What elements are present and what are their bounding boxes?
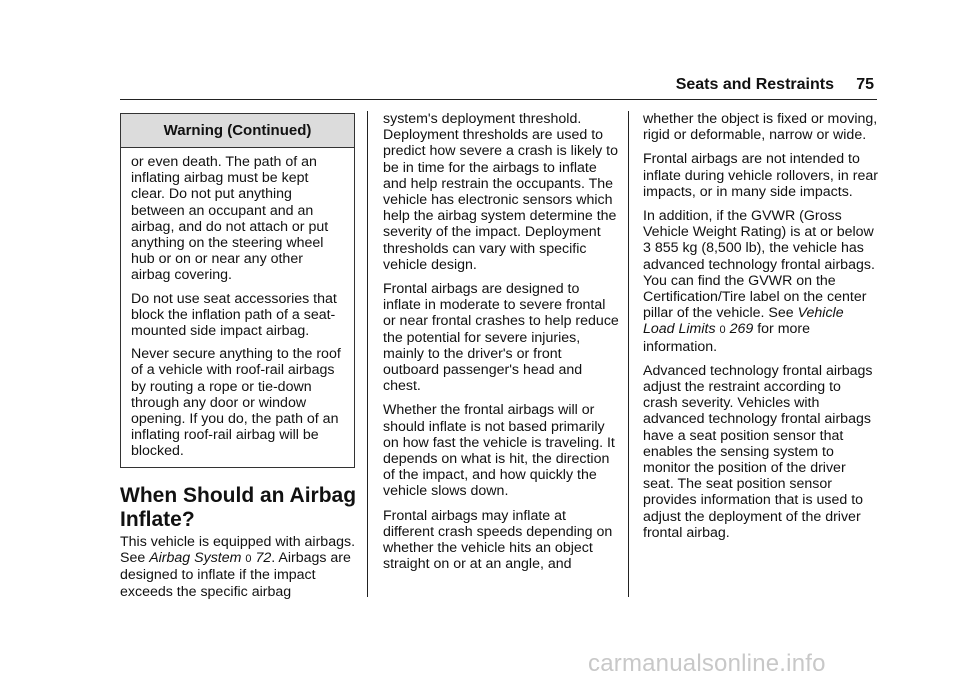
column-divider <box>628 111 629 597</box>
column-divider <box>367 111 368 597</box>
page-header <box>622 76 874 94</box>
section-heading: When Should an Airbag Inflate? <box>120 484 357 531</box>
text-run: In addition, if the GVWR (Gross Vehicle Weight Rating) is at or below 3 855 kg (8,500 lb), the vehicle has advanced technology frontal airbags. You can find the GVWR on the Certification/Tire label on the center pillar of the vehicle. See <box>643 208 875 322</box>
cross-reference-vehicle-load-limits[interactable]: Vehicle Load Limits <box>643 305 844 338</box>
warning-paragraph: Never secure anything to the roof of a vehicle with roof-rail airbags by routing a rope or tie-down through any door or window opening. If you do, the path of an inflating roof-rail airbag will be blocked. <box>131 346 341 460</box>
warning-paragraph: Do not use seat accessories that block the inflation path of a seat-mounted side impact airbag. <box>131 290 337 340</box>
warning-body <box>121 148 354 460</box>
watermark: carmanualsonline.info <box>588 650 826 677</box>
paragraph: Advanced technology frontal airbags adjust the restraint according to crash severity. Vehicles with advanced technology frontal airbags have a seat position sensor that enables the sensing system to monitor the position of the driver seat. The seat position sensor provides information that is used to adjust the deployment of the driver frontal airbag. <box>643 362 873 541</box>
header-rule <box>120 99 877 100</box>
paragraph: Frontal airbags are designed to inflate in moderate to severe frontal or near frontal crashes to help reduce the potential for severe injuries, mainly to the driver's or front outboard passenger's head and chest. <box>383 281 619 395</box>
page-ref-number[interactable]: 269 <box>729 321 754 338</box>
column-2 <box>383 111 619 580</box>
paragraph <box>643 208 879 355</box>
text-run: . Airbags are designed to inflate if the impact exceeds the specific airbag <box>120 550 351 600</box>
paragraph: Frontal airbags are not intended to inflate during vehicle rollovers, in rear impacts, or in many side impacts. <box>643 151 878 200</box>
paragraph: system's deployment threshold. Deployment thresholds are used to predict how severe a crash is likely to be in time for the airbags to inflate and help restrain the occupants. The vehicle has electronic sensors which help the airbag system determine the severity of the impact. Deployment thresholds can vary with specific vehicle design. <box>383 111 618 273</box>
column-3 <box>643 111 879 549</box>
page-ref-icon: 0 <box>245 553 252 566</box>
cross-reference-airbag-system[interactable]: Airbag System <box>149 550 242 567</box>
text-run: for more information. <box>643 321 811 355</box>
text-run: This vehicle is equipped with airbags. See <box>120 534 356 567</box>
paragraph: Frontal airbags may inflate at different crash speeds depending on whether the vehicle hits an object straight on or at an angle, and <box>383 507 613 573</box>
paragraph: whether the object is fixed or moving, rigid or deformable, narrow or wide. <box>643 111 878 144</box>
page-ref-number[interactable]: 72 <box>255 550 272 567</box>
column-1-text <box>120 534 356 600</box>
page-ref-icon: 0 <box>719 324 726 337</box>
page-number: 75 <box>856 76 874 93</box>
warning-paragraph: or even death. The path of an inflating airbag must be kept clear. Do not put anything between an occupant and an airbag, and do not attach or put anything on the steering wheel hub or on or near any other airbag covering. <box>131 154 329 284</box>
warning-title: Warning (Continued) <box>121 114 354 148</box>
paragraph: Whether the frontal airbags will or should inflate is not based primarily on how fast the vehicle is traveling. It depends on what is hit, the direction of the impact, and how quickly the vehicle slows down. <box>383 402 615 500</box>
paragraph <box>120 534 356 600</box>
section-title: Seats and Restraints <box>675 76 834 93</box>
warning-box <box>120 113 355 468</box>
